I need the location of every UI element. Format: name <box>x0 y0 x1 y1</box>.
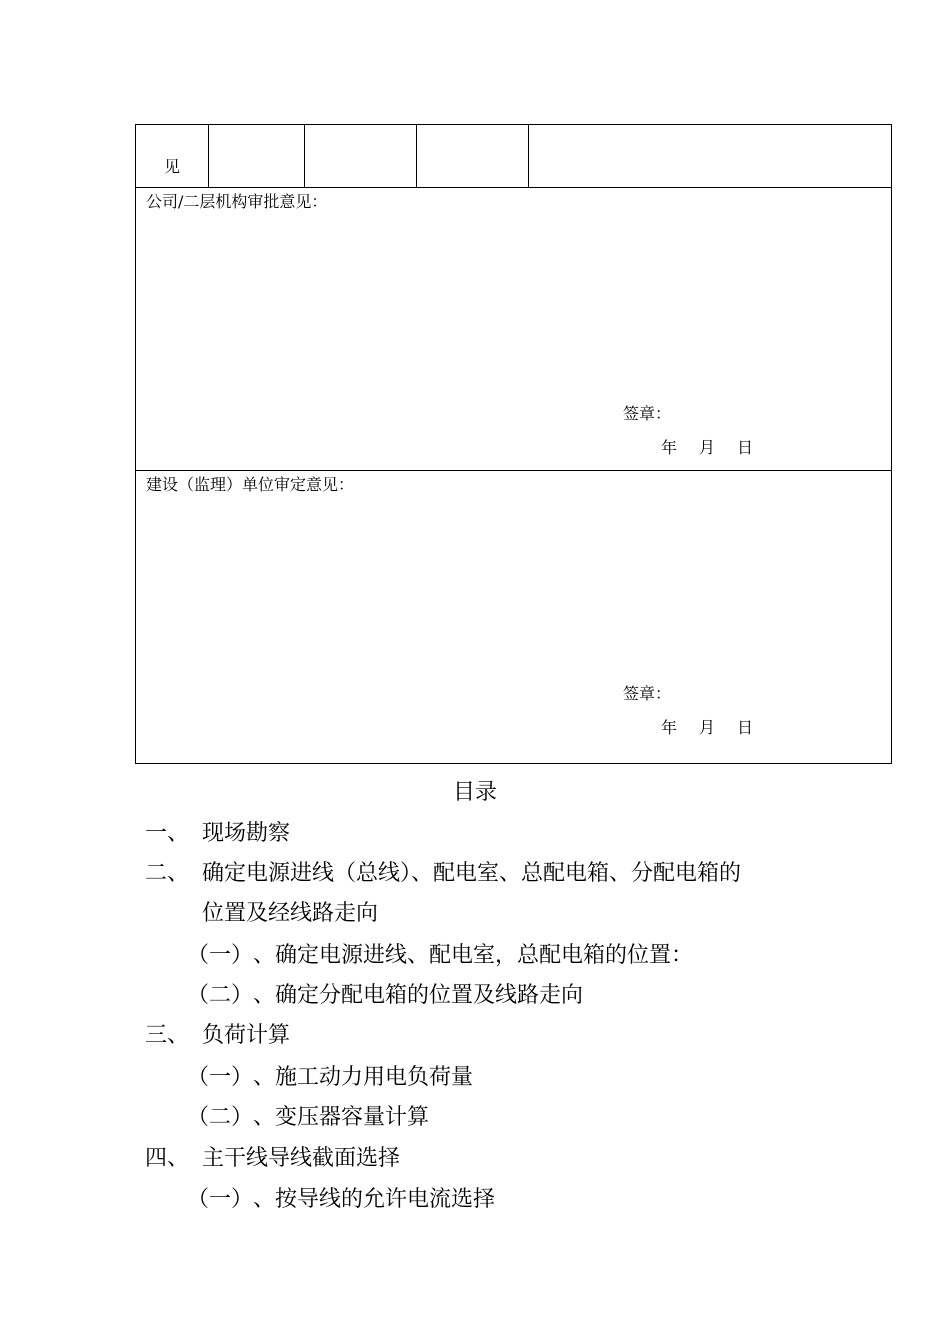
form-cell-empty <box>305 125 417 187</box>
toc-item-text: 、施工动力用电负荷量 <box>253 1065 474 1090</box>
toc-item-continuation <box>202 899 378 929</box>
builder-approval-label: 建设（监理）单位审定意见： <box>146 475 355 494</box>
toc-item-number: 二、 <box>145 861 190 886</box>
toc-item-text: 、确定电源进线、配电室，总配电箱的位置： <box>253 943 694 968</box>
date-day: 日 <box>737 718 754 737</box>
toc-subitem <box>187 1103 429 1133</box>
company-date <box>661 438 753 458</box>
top-row-label: 见 <box>164 157 181 176</box>
toc-item-text: 负荷计算 <box>202 1023 291 1048</box>
toc-item-text: 现场勘察 <box>202 821 291 846</box>
toc-item-number: （一） <box>187 943 254 968</box>
approval-form-table <box>135 124 892 764</box>
date-month: 月 <box>699 718 716 737</box>
toc-subitem <box>187 1185 495 1215</box>
form-top-row <box>136 125 891 188</box>
toc-item-text: 、变压器容量计算 <box>253 1105 430 1130</box>
toc-item-number: 三、 <box>145 1023 190 1048</box>
toc-subitem <box>187 941 693 971</box>
toc-item-number: 一、 <box>145 821 190 846</box>
company-sign-label: 签章： <box>623 404 672 423</box>
date-month: 月 <box>699 438 716 457</box>
toc-subitem <box>187 981 583 1011</box>
form-cell-empty <box>209 125 305 187</box>
builder-sign-label: 签章： <box>623 684 672 703</box>
toc-item <box>145 1144 400 1174</box>
toc-item-text: 主干线导线截面选择 <box>202 1146 401 1171</box>
toc-item <box>145 859 741 889</box>
toc-item-number: 四、 <box>145 1146 190 1171</box>
toc-item-text: 确定电源进线（总线）、配电室、总配电箱、分配电箱的 <box>202 861 742 886</box>
form-cell-label <box>136 125 209 187</box>
toc-item <box>145 1021 290 1051</box>
toc-item-number: （一） <box>187 1065 254 1090</box>
date-day: 日 <box>737 438 754 457</box>
company-approval-label: 公司/二层机构审批意见： <box>146 192 328 211</box>
builder-date <box>661 718 753 738</box>
toc-item-text: 、按导线的允许电流选择 <box>253 1187 496 1212</box>
toc-item-number: （二） <box>187 1105 254 1130</box>
toc-subitem <box>187 1063 473 1093</box>
date-year: 年 <box>661 438 678 457</box>
toc-item-number: （二） <box>187 983 254 1008</box>
toc-item <box>145 819 290 849</box>
toc-item-number: （一） <box>187 1187 254 1212</box>
company-approval-section <box>136 188 891 471</box>
builder-approval-section <box>136 471 891 763</box>
toc-item-text: 位置及经线路走向 <box>202 901 379 926</box>
toc-item-text: 、确定分配电箱的位置及线路走向 <box>253 983 584 1008</box>
form-cell-empty <box>529 125 891 187</box>
toc-title: 目录 <box>452 780 497 805</box>
form-cell-empty <box>417 125 529 187</box>
date-year: 年 <box>661 718 678 737</box>
